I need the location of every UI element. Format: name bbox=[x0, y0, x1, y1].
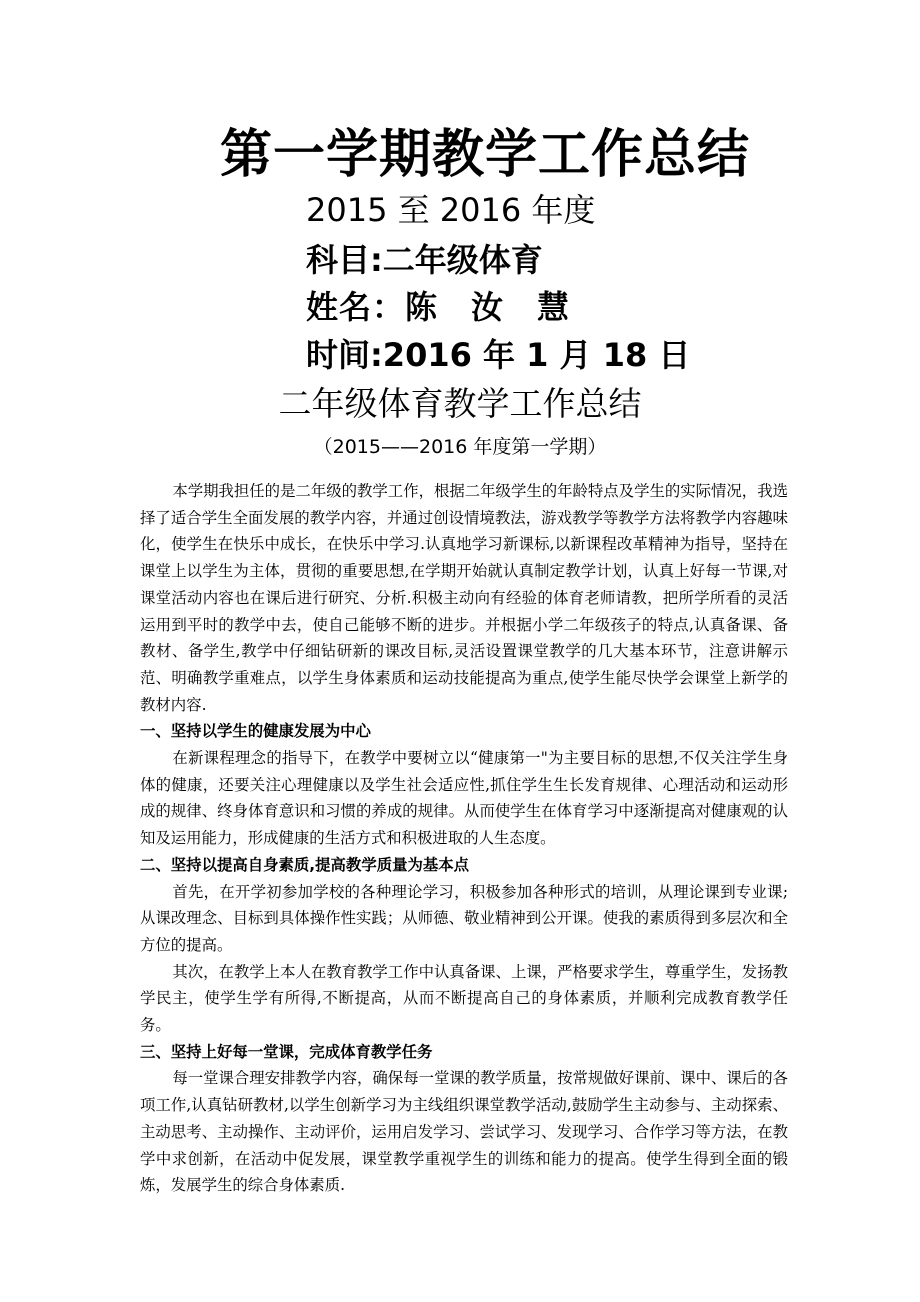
intro-paragraph: 本学期我担任的是二年级的教学工作，根据二年级学生的年龄特点及学生的实际情况，我选择了适合学生全面发展的教学内容，并通过创设情境教法，游戏教学等教学方法将教学内容趣味化，使学生在快乐中成长，在快乐中学习.认真地学习新课标,以新课程改革精神为指导，坚持在课堂上以学生为主体，贯彻的重要思想,在学期开始就认真制定教学计划，认真上好每一节课,对课堂活动内容也在课后进行研究、分析.积极主动向有经验的体育老师请教，把所学所看的灵活运用到平时的教学中去，使自己能够不断的进步。并根据小学二年级孩子的特点,认真备课、备教材、备学生,教学中仔细钻研新的课改目标,灵活设置课堂教学的几大基本环节，注意讲解示范、明确教学重难点，以学生身体素质和运动技能提高为重点,使学生能尽快学会课堂上新学的教材内容. bbox=[140, 482, 788, 714]
section-1-paragraph: 在新课程理念的指导下，在教学中要树立以“健康第一"为主要目标的思想,不仅关注学生身体的健康，还要关注心理健康以及学生社会适应性,抓住学生生长发育规律、心理活动和运动形成的规律、终身体育意识和习惯的养成的规律。从而使学生在体育学习中逐渐提高对健康观的认知及运用能力，形成健康的生活方式和积极进取的人生态度。 bbox=[140, 749, 788, 848]
main-title: 第一学期教学工作总结 bbox=[219, 125, 750, 185]
time-line: 时间:2016 年 1 月 18 日 bbox=[306, 336, 691, 374]
section-1-heading: 一、坚持以学生的健康发展为中心 bbox=[140, 722, 371, 741]
document-body bbox=[140, 478, 788, 1199]
section-2-paragraph-2: 其次，在教学上本人在教育教学工作中认真备课、上课，严格要求学生，尊重学生，发扬教学民主，使学生学有所得,不断提高，从而不断提高自己的身体素质，并顺利完成教育教学任务。 bbox=[140, 962, 788, 1035]
term-line: （2015——2016 年度第一学期） bbox=[313, 436, 607, 458]
subject-line: 科目:二年级体育 bbox=[306, 241, 543, 279]
name-line: 姓名：陈 汝 慧 bbox=[306, 288, 571, 326]
section-2-paragraph-1: 首先，在开学初参加学校的各种理论学习，积极参加各种形式的培训，从理论课到专业课;从课改理念、目标到具体操作性实践；从师德、敬业精神到公开课。使我的素质得到多层次和全方位的提高。 bbox=[140, 882, 788, 954]
year-line: 2015 至 2016 年度 bbox=[306, 191, 596, 229]
section-3-paragraph: 每一堂课合理安排教学内容，确保每一堂课的教学质量，按常规做好课前、课中、课后的各项工作,认真钻研教材,以学生创新学习为主线组织课堂教学活动,鼓励学生主动参与、主动探索、主动思考、主动操作、主动评价，运用启发学习、尝试学习、发现学习、合作学习等方法，在教学中求创新，在活动中促发展，课堂教学重视学生的训练和能力的提高。使学生得到全面的锻炼，发展学生的综合身体素质. bbox=[140, 1069, 788, 1195]
subtitle: 二年级体育教学工作总结 bbox=[278, 384, 642, 423]
section-3-heading: 三、坚持上好每一堂课，完成体育教学任务 bbox=[140, 1042, 433, 1061]
section-2-heading: 二、坚持以提高自身素质,提高教学质量为基本点 bbox=[140, 855, 470, 874]
